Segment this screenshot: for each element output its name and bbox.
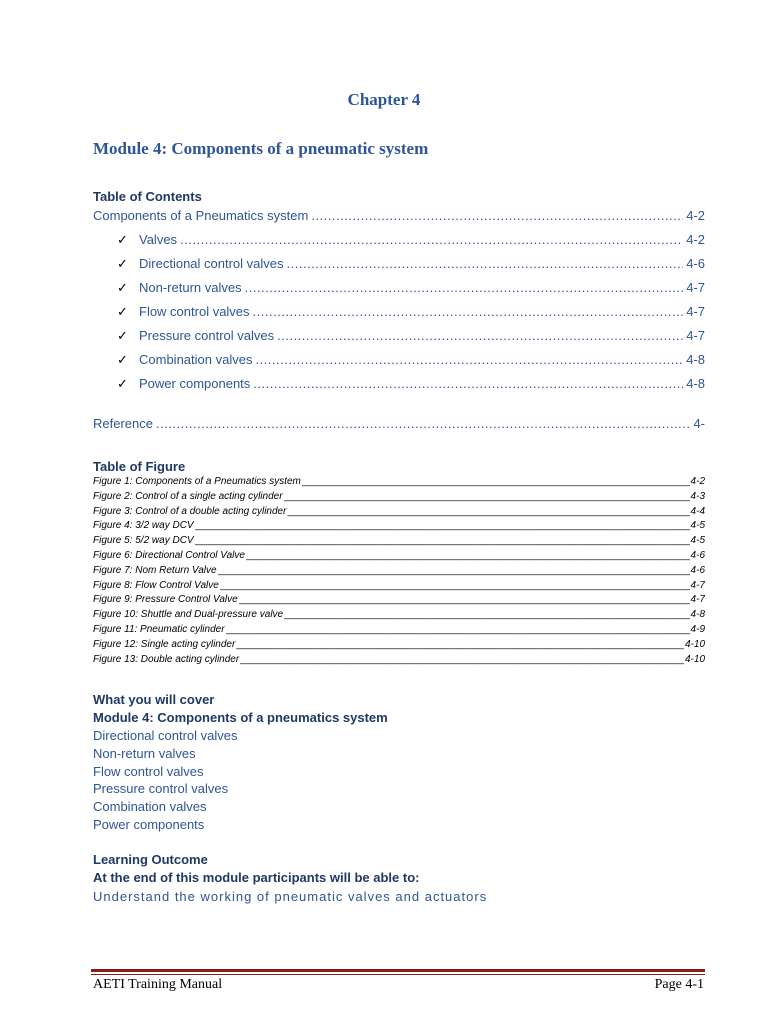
figure-entry-label: Figure 13: Double acting cylinder [93, 653, 240, 665]
toc-heading: Table of Contents [93, 189, 202, 204]
dot-leader [287, 256, 684, 271]
toc-entry[interactable] [93, 328, 705, 352]
underscore-leader [236, 639, 684, 650]
underscore-leader [240, 654, 684, 665]
figure-entry[interactable] [93, 594, 705, 609]
underscore-leader [218, 565, 690, 576]
figure-entry-label: Figure 8: Flow Control Valve [93, 579, 219, 591]
figure-entry[interactable] [93, 491, 705, 506]
dot-leader [311, 208, 683, 223]
check-icon: ✓ [117, 232, 128, 247]
underscore-leader [284, 609, 689, 620]
toc-entry[interactable] [93, 376, 705, 400]
underscore-leader [239, 594, 690, 605]
toc-entry-label: Directional control valves [139, 256, 284, 271]
figure-entry-label: Figure 11: Pneumatic cylinder [93, 623, 225, 635]
toc-entry-label: Valves [139, 232, 178, 247]
toc-entry[interactable] [93, 280, 705, 304]
dot-leader [245, 280, 684, 295]
cover-subheading: Module 4: Components of a pneumatics system [93, 710, 388, 725]
toc-entry[interactable] [93, 352, 705, 376]
figure-entry-page: 4-7 [690, 594, 705, 606]
toc-entry-main[interactable] [93, 208, 705, 232]
underscore-leader [246, 550, 690, 561]
figure-entry-label: Figure 5: 5/2 way DCV [93, 535, 194, 547]
figure-entry-page: 4-7 [690, 579, 705, 591]
figure-entry-label: Figure 6: Directional Control Valve [93, 549, 245, 561]
check-icon: ✓ [117, 256, 128, 271]
toc-entry[interactable] [93, 256, 705, 280]
figure-entry-page: 4-4 [690, 505, 705, 517]
outcome-item: Understand the working of pneumatic valves and actuators [93, 889, 488, 904]
figure-entry-label: Figure 4: 3/2 way DCV [93, 520, 194, 532]
check-icon: ✓ [117, 376, 128, 391]
check-icon: ✓ [117, 352, 128, 367]
toc-entry[interactable] [93, 232, 705, 256]
figure-entry-page: 4-3 [690, 490, 705, 502]
figure-entry-label: Figure 1: Components of a Pneumatics system [93, 476, 301, 487]
figure-entry-page: 4-8 [690, 609, 705, 621]
check-icon: ✓ [117, 328, 128, 343]
cover-item: Power components [93, 816, 205, 832]
underscore-leader [220, 580, 690, 591]
toc-entry-page: 4-7 [686, 304, 705, 319]
underscore-leader [226, 624, 690, 635]
learning-outcome [93, 851, 705, 907]
figure-entry-page: 4-9 [690, 623, 705, 635]
figure-entry[interactable] [93, 535, 705, 550]
figure-entry-label: Figure 12: Single acting cylinder [93, 638, 236, 650]
what-you-will-cover [93, 691, 705, 834]
cover-item: Flow control valves [93, 763, 204, 779]
figure-entry-label: Figure 9: Pressure Control Valve [93, 594, 238, 606]
dot-leader [253, 304, 684, 319]
underscore-leader [195, 535, 690, 546]
dot-leader [156, 416, 690, 431]
figure-entry-page: 4-2 [690, 476, 705, 487]
figure-entry[interactable] [93, 639, 705, 654]
toc-entry-page: 4-7 [686, 328, 705, 343]
figure-entry-page: 4-6 [690, 549, 705, 561]
toc-entry-page: 4-8 [686, 376, 705, 391]
figure-entry-page: 4-6 [690, 564, 705, 576]
figure-entry-label: Figure 3: Control of a double acting cylinder [93, 505, 287, 517]
underscore-leader [195, 520, 690, 531]
toc-entry-page: 4-8 [686, 352, 705, 367]
footer-rule-thin [91, 974, 705, 975]
underscore-leader [287, 506, 689, 517]
footer-rule-thick [91, 969, 705, 972]
figure-entry-page: 4-5 [690, 535, 705, 547]
toc-entry-label: Flow control valves [139, 304, 250, 319]
dot-leader [277, 328, 683, 343]
footer-manual-title: AETI Training Manual [93, 977, 223, 992]
toc-entry-label: Combination valves [139, 352, 253, 367]
figure-entry-label: Figure 10: Shuttle and Dual-pressure valve [93, 609, 284, 621]
dot-leader [255, 352, 683, 367]
toc-entry-label: Reference [93, 416, 153, 431]
toc-entry-label: Components of a Pneumatics system [93, 208, 309, 223]
check-icon: ✓ [117, 304, 128, 319]
toc-entry-page: 4- [693, 416, 705, 431]
toc-entry-label: Power components [139, 376, 251, 391]
table-of-contents [93, 208, 705, 400]
figure-entry-page: 4-10 [684, 638, 705, 650]
check-icon: ✓ [117, 280, 128, 295]
table-of-figures [93, 476, 705, 668]
toc-entry-label: Non-return valves [139, 280, 242, 295]
figure-entry[interactable] [93, 506, 705, 521]
outcome-heading: Learning Outcome [93, 852, 208, 867]
underscore-leader [302, 476, 690, 487]
cover-heading: What you will cover [93, 692, 215, 707]
dot-leader [253, 376, 683, 391]
figure-entry[interactable] [93, 624, 705, 639]
figure-entry[interactable] [93, 609, 705, 624]
figure-entry-label: Figure 2: Control of a single acting cylinder [93, 490, 283, 502]
toc-entry-page: 4-2 [686, 232, 705, 247]
toc-entry[interactable] [93, 304, 705, 328]
toc-entry-label: Pressure control valves [139, 328, 275, 343]
cover-item: Pressure control valves [93, 781, 229, 797]
figure-entry[interactable] [93, 580, 705, 595]
toc-reference-wrap [93, 416, 705, 440]
dot-leader [180, 232, 683, 247]
figure-entry[interactable] [93, 476, 705, 491]
chapter-title: Chapter 4 [347, 90, 421, 109]
toc-entry-page: 4-2 [686, 208, 705, 223]
figure-entry[interactable] [93, 654, 705, 669]
figure-entry-page: 4-10 [684, 653, 705, 665]
toc-entry-reference[interactable] [93, 416, 705, 440]
figure-entry-label: Figure 7: Nom Return Valve [93, 564, 217, 576]
figure-entry[interactable] [93, 550, 705, 565]
cover-item: Directional control valves [93, 728, 238, 743]
outcome-subheading: At the end of this module participants will be able to: [93, 870, 420, 885]
underscore-leader [284, 491, 690, 502]
cover-item: Combination valves [93, 799, 207, 815]
figure-entry-page: 4-5 [690, 520, 705, 532]
toc-entry-page: 4-6 [686, 256, 705, 271]
cover-item: Non-return valves [93, 745, 196, 761]
footer-page-number: Page 4-1 [654, 977, 704, 992]
figure-entry[interactable] [93, 565, 705, 580]
module-title: Module 4: Components of a pneumatic system [93, 139, 429, 158]
toc-entry-page: 4-7 [686, 280, 705, 295]
figure-entry[interactable] [93, 520, 705, 535]
figures-heading: Table of Figure [93, 459, 186, 474]
